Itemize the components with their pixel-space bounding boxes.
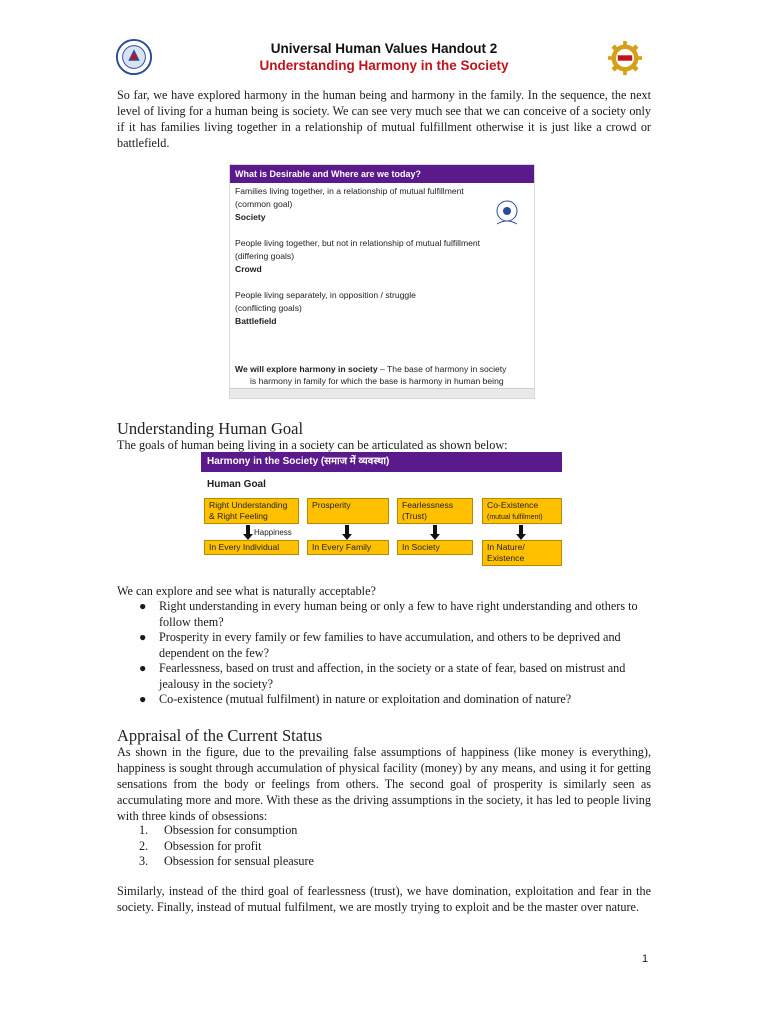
list-item: ● Fearlessness, based on trust and affection, in the society or a state of fear, based on mistrust and jealousy in the society? bbox=[139, 661, 626, 691]
battlefield-label: Battlefield bbox=[235, 316, 277, 326]
slide-footer-line2: is harmony in family for which the base is harmony in human being bbox=[250, 376, 504, 386]
bullet-icon: ● bbox=[139, 630, 147, 644]
list-item: 1. Obsession for consumption bbox=[139, 823, 298, 837]
slide-footer-rest: – The base of harmony in society bbox=[377, 364, 507, 374]
goal-box-coexistence bbox=[482, 498, 562, 524]
crowd-goal: (differing goals) bbox=[235, 251, 295, 261]
appraisal-paragraph: As shown in the figure, due to the prevailing false assumptions of happiness (like money is everything), happiness is sought through accumulation of physical facility (money) by any means, and using it for getting sensations from the body or feelings from others. The second goal of prosperity is similarly seen as accumulating more and more. With these as the driving assumptions in the society, it has led to people living with three kinds of obsessions: bbox=[117, 745, 651, 823]
list-number: 2. bbox=[139, 838, 149, 853]
goal-box-prosperity: Prosperity bbox=[307, 498, 389, 524]
goal-box-fearlessness: Fearlessness (Trust) bbox=[397, 498, 473, 524]
slide-subtitle: Human Goal bbox=[207, 479, 266, 490]
values-emblem-icon bbox=[492, 198, 522, 228]
coexistence-label: Co-Existence bbox=[487, 500, 539, 510]
down-arrow-icon bbox=[433, 525, 437, 535]
society-goal: (common goal) bbox=[235, 199, 293, 209]
goal-box-right-understanding: Right Understanding & Right Feeling bbox=[204, 498, 299, 524]
bullet-icon: ● bbox=[139, 599, 147, 613]
slide-society-crowd-battlefield bbox=[229, 164, 535, 399]
slide-footer-bold: We will explore harmony in society bbox=[235, 364, 378, 374]
human-goal-intro: The goals of human being living in a society can be articulated as shown below: bbox=[117, 438, 508, 452]
crowd-label: Crowd bbox=[235, 264, 262, 274]
down-arrow-icon bbox=[246, 525, 250, 535]
society-label: Society bbox=[235, 212, 266, 222]
page-number: 1 bbox=[642, 953, 649, 965]
obsessions-list bbox=[117, 823, 651, 870]
society-description: Families living together, in a relationship of mutual fulfillment bbox=[235, 186, 464, 196]
slide-footer bbox=[235, 364, 506, 374]
acceptability-bullet-list bbox=[117, 599, 651, 708]
slide-title: Harmony in the Society (समाज में व्यवस्था) bbox=[201, 452, 562, 472]
bullet-icon: ● bbox=[139, 692, 147, 706]
list-number: 3. bbox=[139, 854, 149, 868]
list-item: ● Prosperity in every family or few families to have accumulation, and others to be deprived and dependent on the few? bbox=[139, 630, 621, 660]
down-arrow-icon bbox=[519, 525, 523, 535]
happiness-label: Happiness bbox=[254, 528, 292, 537]
scope-box-family: In Every Family bbox=[307, 540, 389, 555]
crowd-description: People living together, but not in relationship of mutual fulfillment bbox=[235, 238, 481, 248]
slide-scrollbar bbox=[230, 388, 534, 398]
battlefield-description: People living separately, in opposition / struggle bbox=[235, 290, 416, 300]
list-item: ● Right understanding in every human being or only a few to have right understanding and others to follow them? bbox=[139, 599, 638, 629]
scope-box-nature: In Nature/ Existence bbox=[482, 540, 562, 566]
document-subtitle: Understanding Harmony in the Society bbox=[259, 58, 509, 73]
intro-paragraph: So far, we have explored harmony in the human being and harmony in the family. In the sequence, the next level of living for a human being is society. We can see very much see that we can conceive of a society only if it has families living together in a relationship of mutual fulfillment otherwise it is just like a crowd or battlefield. bbox=[117, 88, 651, 150]
coexistence-sublabel: (mutual fulfilment) bbox=[487, 514, 543, 521]
slide-title: What is Desirable and Where are we today? bbox=[230, 165, 534, 183]
list-item: 2. Obsession for profit bbox=[139, 838, 262, 853]
slide-harmony-in-society bbox=[201, 452, 562, 569]
section-heading-human-goal: Understanding Human Goal bbox=[117, 419, 304, 438]
section-heading-appraisal: Appraisal of the Current Status bbox=[117, 726, 323, 745]
closing-paragraph: Similarly, instead of the third goal of fearlessness (trust), we have domination, exploitation and fear in the society. Finally, instead of mutual fulfilment, we are mostly trying to exploit and be the master over nature. bbox=[117, 884, 651, 914]
list-item: 3. Obsession for sensual pleasure bbox=[139, 854, 314, 868]
down-arrow-icon bbox=[345, 525, 349, 535]
battlefield-goal: (conflicting goals) bbox=[235, 303, 302, 313]
list-item: ● Co-existence (mutual fulfilment) in nature or exploitation and domination of nature? bbox=[139, 692, 572, 706]
scope-box-individual: In Every Individual bbox=[204, 540, 299, 555]
document-title: Universal Human Values Handout 2 bbox=[270, 41, 498, 56]
explore-question: We can explore and see what is naturally acceptable? bbox=[117, 584, 376, 598]
list-number: 1. bbox=[139, 823, 149, 837]
bullet-icon: ● bbox=[139, 661, 147, 675]
scope-box-society: In Society bbox=[397, 540, 473, 555]
